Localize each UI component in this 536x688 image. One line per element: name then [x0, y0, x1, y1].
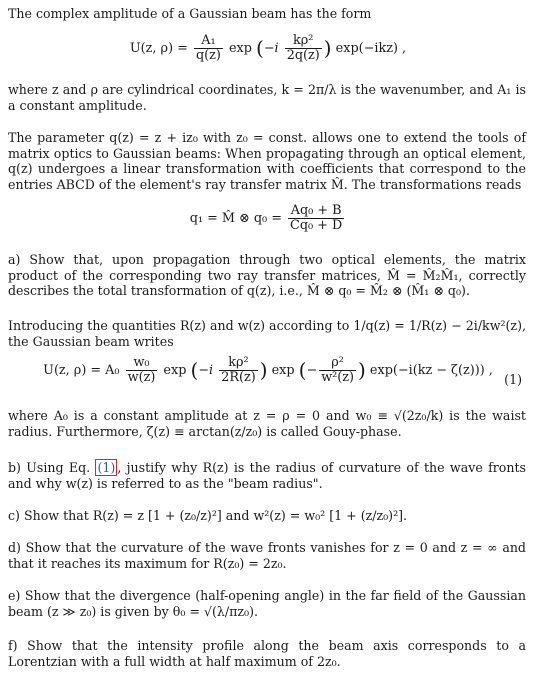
eq3-exp-2: exp — [271, 363, 295, 378]
equation-gaussian-amplitude: U(z, ρ) = $\frac{\text{A₁}}{q(z)}$ exp (−i $\frac{\text{kρ²}}{2q(z)}$ ) exp(−ikz) , — [129, 33, 407, 63]
eq2-denominator: Cq₀ + D — [290, 218, 343, 233]
eq1-inner-numerator: kρ² — [285, 34, 322, 49]
eq3-exp-1: exp — [163, 363, 187, 378]
question-a: a) Show that, upon propagation through two optical elements, the matrix product of the corresponding two ray transfer matrices, M̂ = M̂₂M̂₁, correctly describes the total transformation of q(z), i.e., M̂ ⊗ q₀ = M̂₂ ⊗ (M̂₁ ⊗ q₀). — [8, 252, 526, 298]
beam-quantities-paragraph: Introducing the quantities R(z) and w(z) according to 1/q(z) = 1/R(z) − 2i/kw²(z), the Gaussian beam writes — [8, 318, 526, 349]
eq3-tail: exp(−i(kz − ζ(z))) , — [369, 363, 493, 378]
question-b — [8, 460, 526, 491]
eq3-paren-open-2: ( — [298, 357, 307, 382]
eq2-lhs: q₁ = M̂ ⊗ q₀ = — [189, 211, 282, 226]
question-d: d) Show that the curvature of the wave fronts vanishes for z = 0 and z = ∞ and that it reaches its maximum for R(z₀) = 2z₀. — [8, 540, 526, 571]
equation-number: (1) — [504, 372, 522, 387]
eq3-numerator-3: ρ² — [319, 356, 356, 371]
question-e: e) Show that the divergence (half-opening angle) in the far field of the Gaussian beam (z ≫ z₀) is given by θ₀ = √(λ/πz₀). — [8, 588, 526, 619]
eq2-fraction — [288, 204, 344, 233]
eq1-numerator: A₁ — [194, 34, 223, 49]
eq3-lhs: U(z, ρ) = A₀ — [43, 363, 120, 378]
eq3-numerator-1: w₀ — [126, 356, 158, 371]
question-f: f) Show that the intensity profile along the beam axis corresponds to a Lorentzian with a full width at half maximum of 2z₀. — [8, 638, 526, 669]
eq1-paren-close: ) — [323, 35, 332, 60]
eq2-numerator: Aq₀ + B — [288, 204, 344, 219]
eq1-inner-fraction — [285, 34, 322, 63]
eq3-denominator-2: 2R(z) — [221, 370, 256, 385]
equation-q-transformation — [0, 204, 536, 233]
intro-paragraph: The complex amplitude of a Gaussian beam has the form — [8, 6, 372, 21]
question-c: c) Show that R(z) = z [1 + (z₀/z)²] and w²(z) = w₀² [1 + (z/z₀)²]. — [8, 508, 408, 523]
eq1-paren-open: ( — [256, 35, 264, 60]
eq3-paren-open-1: ( — [190, 357, 199, 382]
coordinates-paragraph: where z and ρ are cylindrical coordinates, k = 2π/λ is the wavenumber, and A₁ is a constant amplitude. — [8, 82, 526, 113]
eq3-denominator-3: w²(z) — [321, 370, 355, 385]
equation-reference-link[interactable]: (1) — [97, 460, 116, 475]
waist-paragraph: where A₀ is a constant amplitude at z = ρ = 0 and w₀ ≡ √(2z₀/k) is the waist radius. Furthermore, ζ(z) ≡ arctan(z/z₀) is called Gouy-phase. — [8, 408, 526, 439]
eq3-paren-close-2: ) — [358, 357, 366, 382]
eq3-denominator-1: w(z) — [127, 370, 156, 385]
eq1-lhs: U(z, ρ) = — [129, 41, 188, 56]
eq1-fraction — [194, 34, 223, 63]
eq3-fraction-1 — [126, 356, 158, 385]
question-b-post: , justify why R(z) is the radius of curvature of the wave fronts and why w(z) is referred to as the "beam radius". — [8, 460, 526, 491]
eq1-tail: exp(−ikz) , — [335, 41, 407, 56]
eq3-paren-close-1: ) — [259, 357, 268, 382]
eq1-denominator: q(z) — [195, 48, 221, 63]
eq1-inner-denominator: 2q(z) — [286, 48, 320, 63]
parameter-q-paragraph: The parameter q(z) = z + iz₀ with z₀ = const. allows one to extend the tools of matrix optics to Gaussian beams: When propagating through an optical element, q(z) undergoes a linear transformation with coefficients that correspond to the entries ABCD of the element's ray transfer matrix M̂. The transformations reads — [8, 130, 526, 192]
eq1-exp: exp — [228, 41, 252, 56]
question-b-pre: b) Using Eq. — [8, 460, 91, 475]
eq3-fraction-3 — [319, 356, 356, 385]
eq3-numerator-2: kρ² — [219, 356, 258, 371]
equation-gaussian-beam: U(z, ρ) = A₀ $\frac{\text{w₀}}{w(z)}$ exp (−i $\frac{\text{kρ²}}{2R(z)}$ ) exp (− $\frac{\text{ρ²}}{\text{w²(z)}}$ ) exp(−i(kz − ζ(z))) , — [43, 355, 493, 385]
eq3-fraction-2 — [219, 356, 258, 385]
